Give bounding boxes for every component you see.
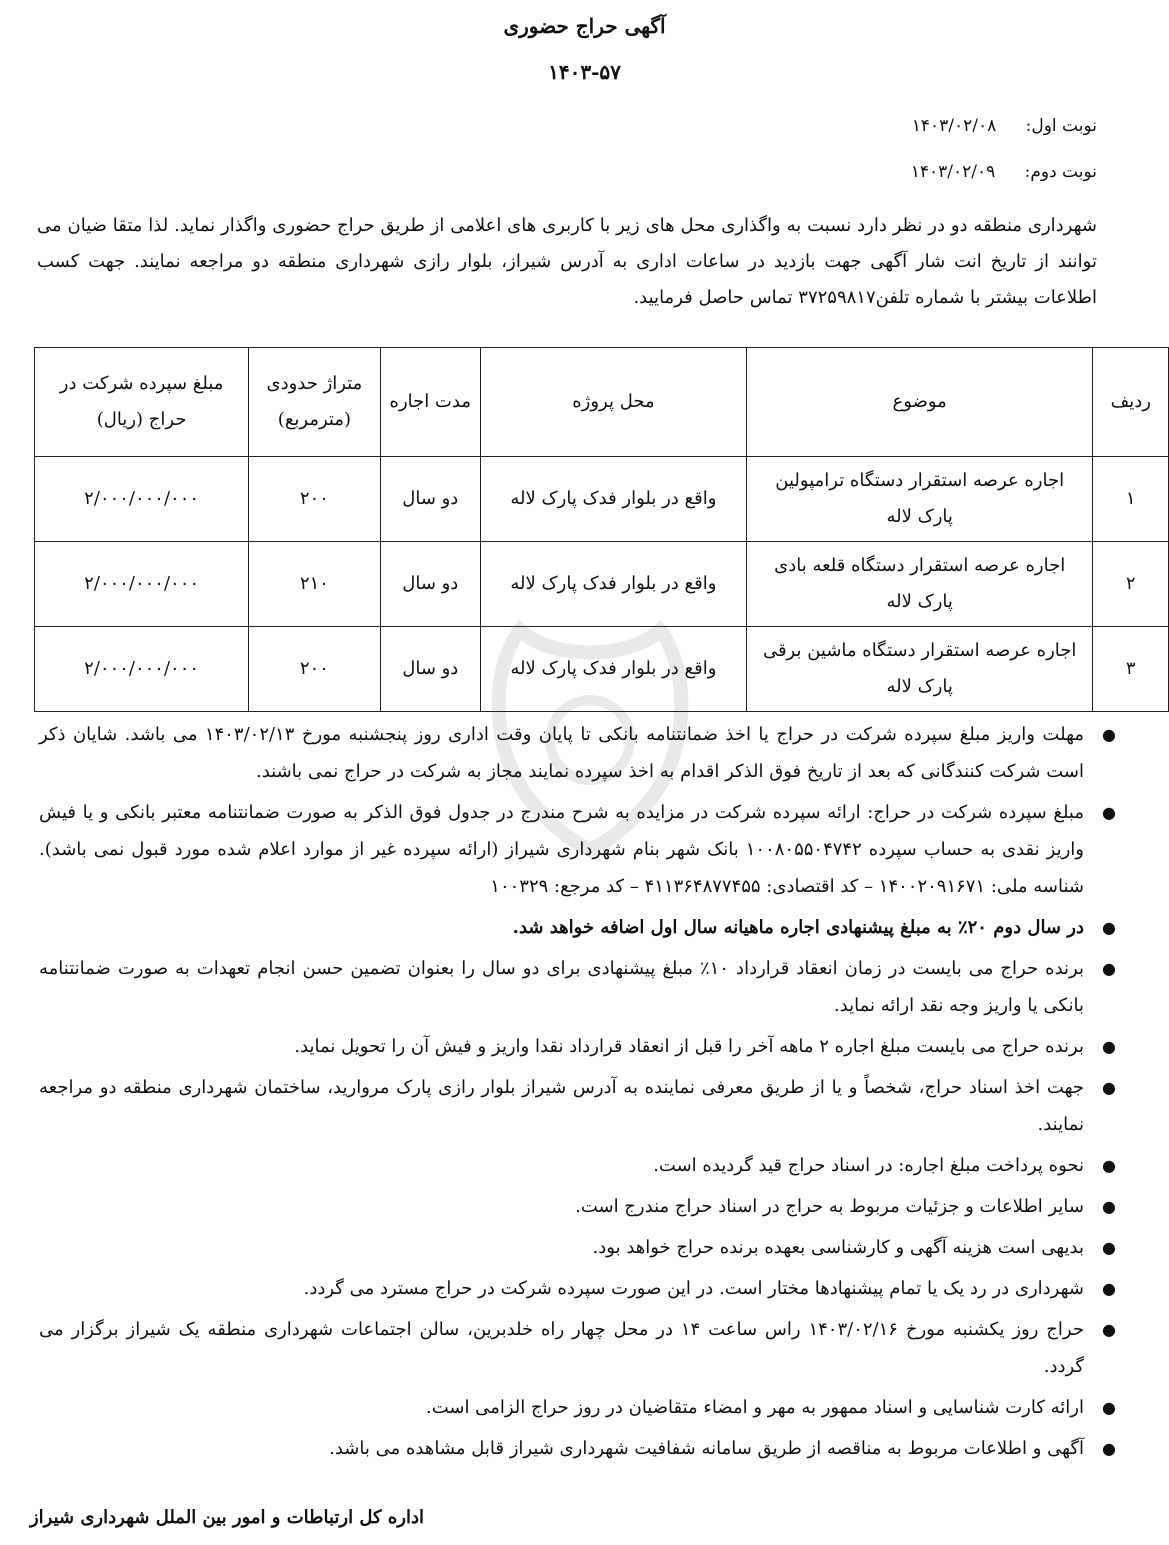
bullet-icon: ● [1102, 1398, 1116, 1417]
cell-area: ۲۱۰ [249, 542, 380, 627]
bullet-icon: ● [1102, 1197, 1116, 1216]
bullet-icon: ● [1102, 1078, 1116, 1097]
header-location: محل پروژه [480, 348, 746, 457]
list-item [39, 1147, 1124, 1184]
first-round [912, 116, 1097, 136]
first-round-label: نوبت اول: [1025, 116, 1097, 136]
note-text: ارائه کارت شناسایی و اسناد ممهور به مهر و امضاء متقاضیان در روز حراج الزامی است. [425, 1397, 1084, 1418]
list-item [39, 1389, 1124, 1426]
list-item [39, 794, 1124, 905]
bullet-icon: ● [1102, 803, 1116, 822]
cell-duration: دو سال [380, 627, 480, 712]
cell-duration: دو سال [380, 542, 480, 627]
header-duration: مدت اجاره [380, 348, 480, 457]
cell-row-number: ۲ [1093, 542, 1169, 627]
cell-row-number: ۱ [1093, 457, 1169, 542]
second-round-label: نوبت دوم: [1024, 162, 1097, 182]
cell-location: واقع در بلوار فدک پارک لاله [480, 457, 746, 542]
cell-row-number: ۳ [1093, 627, 1169, 712]
header-deposit: مبلغ سپرده شرکت در حراج (ریال) [35, 348, 249, 457]
cell-area: ۲۰۰ [249, 627, 380, 712]
bullet-icon: ● [1102, 1279, 1116, 1298]
first-round-date: ۱۴۰۳/۰۲/۰۸ [911, 116, 997, 136]
note-text: حراج روز یکشنبه مورخ ۱۴۰۳/۰۲/۱۶ راس ساعت ۱۴ در محل چهار راه خلدبرین، سالن اجتماعات شهرداری منطقه یک شیراز برگزار می گردد. [39, 1319, 1084, 1377]
cell-deposit: ۲/۰۰۰/۰۰۰/۰۰۰ [35, 542, 249, 627]
note-text: برنده حراج می بایست در زمان انعقاد قرارداد ۱۰٪ مبلغ پیشنهادی برای دو سال را بعنوان تضمین حسن انجام تعهدات به صورت ضمانتنامه بانکی یا واریز وجه نقد ارائه نماید. [39, 958, 1084, 1016]
cell-area: ۲۰۰ [249, 457, 380, 542]
note-text: مبلغ سپرده شرکت در حراج: ارائه سپرده شرکت در مزایده به شرح مندرج در جدول فوق الذکر به صورت ضمانتنامه معتبر بانکی و یا فیش واریز نقدی به حساب سپرده ۱۰۰۸۰۵۵۰۴۷۴۲ بانک شهر بنام شهرداری شیراز (ارائه سپرده غیر از موارد اعلام شده مورد قبول نمی باشد). شناسه ملی: ۱۴۰۰۲۰۹۱۶۷۱ – کد اقتصادی: ۴۱۱۳۶۴۸۷۷۴۵۵ – کد مرجع: ۱۰۰۳۲۹ [39, 802, 1084, 897]
note-text: شهرداری در رد یک یا تمام پیشنهادها مختار است. در این صورت سپرده شرکت در حراج مسترد می گردد. [303, 1278, 1084, 1299]
second-round [911, 162, 1097, 182]
bullet-icon: ● [1102, 1156, 1116, 1175]
note-text: برنده حراج می بایست مبلغ اجاره ۲ ماهه آخر را قبل از انعقاد قرارداد نقدا واریز و فیش آن را تحویل نماید. [294, 1036, 1084, 1057]
bullet-icon: ● [1102, 725, 1116, 744]
bullet-icon: ● [1102, 918, 1116, 937]
list-item [39, 1188, 1124, 1225]
table-header-row [35, 348, 1169, 457]
cell-location: واقع در بلوار فدک پارک لاله [480, 542, 746, 627]
note-text: آگهی و اطلاعات مربوط به مناقصه از طریق سامانه شفافیت شهرداری شیراز قابل مشاهده می باشد. [329, 1438, 1084, 1459]
intro-paragraph: شهرداری منطقه دو در نظر دارد نسبت به واگذاری محل های زیر با کاربری های اعلامی از طریق حراج حضوری واگذار نماید. لذا متقا ضیان می توانند از تاریخ انت شار آگهی جهت بازدید در ساعات اداری به آدرس شیراز، بلوار رازی شهرداری منطقه دو مراجعه نمایند. جهت کسب اطلاعات بیشتر با شماره تلفن۳۷۲۵۹۸۱۷ تماس حاصل فرمایید. [37, 215, 1097, 308]
cell-subject: اجاره عرصه استقرار دستگاه ترامپولین پارک لاله [746, 457, 1093, 542]
list-item [39, 909, 1124, 946]
note-text: بدیهی است هزینه آگهی و کارشناسی بعهده برنده حراج خواهد بود. [592, 1237, 1084, 1258]
bullet-icon: ● [1102, 1037, 1116, 1056]
list-item [39, 1028, 1124, 1065]
header-area: متراژ حدودی (مترمربع) [249, 348, 380, 457]
notes-list [39, 716, 1124, 1471]
cell-location: واقع در بلوار فدک پارک لاله [480, 627, 746, 712]
note-text: سایر اطلاعات و جزئیات مربوط به حراج در اسناد حراج مندرج است. [575, 1196, 1084, 1217]
note-text: نحوه پرداخت مبلغ اجاره: در اسناد حراج قید گردیده است. [653, 1155, 1084, 1176]
note-text: مهلت واریز مبلغ سپرده شرکت در حراج یا اخذ ضمانتنامه بانکی تا پایان وقت اداری روز پنجشنبه مورخ ۱۴۰۳/۰۲/۱۳ می باشد. شایان ذکر است شرکت کنندگانی که بعد از تاریخ فوق الذکر اقدام به اخذ سپرده نمایند مجاز به شرکت در حراج نمی باشند. [39, 724, 1085, 782]
bullet-icon: ● [1102, 959, 1116, 978]
header-subject: موضوع [746, 348, 1093, 457]
bullet-icon: ● [1102, 1320, 1116, 1339]
cell-deposit: ۲/۰۰۰/۰۰۰/۰۰۰ [35, 627, 249, 712]
table-row [35, 457, 1169, 542]
note-text: در سال دوم ۲۰٪ به مبلغ پیشنهادی اجاره ماهیانه سال اول اضافه خواهد شد. [512, 917, 1084, 938]
notice-number: ۱۴۰۳-۵۷ [548, 60, 621, 84]
bullet-icon: ● [1102, 1439, 1116, 1458]
cell-subject: اجاره عرصه استقرار دستگاه ماشین برقی پارک لاله [746, 627, 1093, 712]
list-item [39, 1069, 1124, 1143]
footer-signature: اداره کل ارتباطات و امور بین الملل شهرداری شیراز [29, 1507, 424, 1528]
cell-duration: دو سال [380, 457, 480, 542]
note-text: جهت اخذ اسناد حراج، شخصاً و یا از طریق معرفی نماینده به آدرس شیراز بلوار رازی پارک مروارید، ساختمان شهرداری منطقه دو مراجعه نمایند. [39, 1077, 1084, 1135]
bullet-icon: ● [1102, 1238, 1116, 1257]
list-item [39, 1229, 1124, 1266]
list-item [39, 1430, 1124, 1467]
cell-subject: اجاره عرصه استقرار دستگاه قلعه بادی پارک لاله [746, 542, 1093, 627]
list-item [39, 1311, 1124, 1385]
list-item [39, 1270, 1124, 1307]
second-round-date: ۱۴۰۳/۰۲/۰۹ [910, 162, 996, 182]
list-item [39, 716, 1124, 790]
list-item [39, 950, 1124, 1024]
header-row-number: ردیف [1093, 348, 1169, 457]
cell-deposit: ۲/۰۰۰/۰۰۰/۰۰۰ [35, 457, 249, 542]
page-title: آگهی حراج حضوری [503, 14, 666, 38]
